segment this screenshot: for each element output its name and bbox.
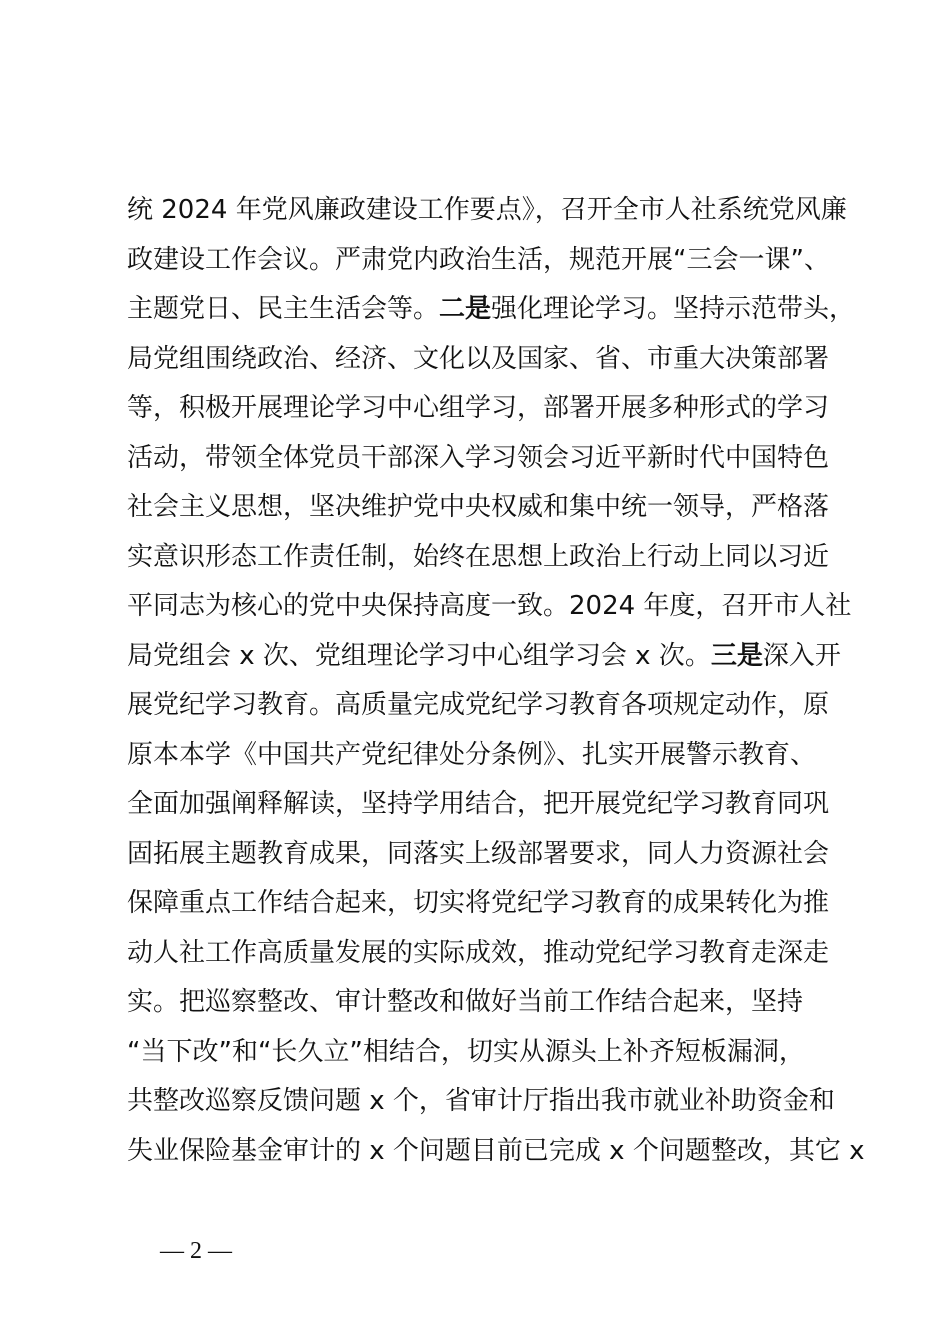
text-run: 局党组会 x 次、党组理论学习中心组学习会 x 次。 bbox=[127, 640, 711, 671]
text-run: 固拓展主题教育成果，同落实上级部署要求，同人力资源社会 bbox=[127, 838, 830, 869]
text-line bbox=[127, 731, 867, 781]
text-run: 共整改巡察反馈问题 x 个，省审计厅指出我市就业补助资金和 bbox=[127, 1086, 835, 1116]
text-line bbox=[127, 335, 867, 385]
text-line bbox=[127, 533, 867, 583]
text-line bbox=[127, 1028, 867, 1078]
text-run: 主题党日、民主生活会等。 bbox=[127, 294, 440, 324]
text-run: 深入开 bbox=[762, 640, 841, 671]
text-line bbox=[127, 434, 867, 484]
text-run: “当下改”和“长久立”相结合，切实从源头上补齐短板漏洞， bbox=[127, 1036, 805, 1067]
text-line bbox=[127, 483, 867, 533]
text-run: 失业保险基金审计的 x 个问题目前已完成 x 个问题整改，其它 x bbox=[127, 1135, 865, 1166]
text-run: 社会主义思想，坚决维护党中央权威和集中统一领导，严格落 bbox=[127, 492, 830, 522]
text-line bbox=[127, 1127, 867, 1177]
text-run: 实意识形态工作责任制，始终在思想上政治上行动上同以习近 bbox=[127, 541, 830, 572]
text-run: 等，积极开展理论学习中心组学习，部署开展多种形式的学习 bbox=[127, 393, 830, 423]
text-run: 原本本学《中国共产党纪律处分条例》、扎实开展警示教育、 bbox=[127, 739, 817, 770]
body-text bbox=[127, 186, 867, 1176]
text-line bbox=[127, 681, 867, 731]
text-line bbox=[127, 978, 867, 1028]
text-run: 全面加强阐释解读，坚持学用结合，把开展党纪学习教育同巩 bbox=[127, 789, 830, 819]
text-run: 局党组围绕政治、经济、文化以及国家、省、市重大决策部署 bbox=[127, 343, 830, 374]
text-line bbox=[127, 186, 867, 236]
text-line bbox=[127, 929, 867, 979]
text-line bbox=[127, 285, 867, 335]
text-run: 实。把巡察整改、审计整改和做好当前工作结合起来，坚持 bbox=[127, 987, 804, 1017]
text-run: 政建设工作会议。严肃党内政治生活，规范开展“三会一课”、 bbox=[127, 244, 830, 275]
text-run: 活动，带领全体党员干部深入学习领会习近平新时代中国特色 bbox=[127, 442, 830, 473]
text-run: 动人社工作高质量发展的实际成效，推动党纪学习教育走深走 bbox=[127, 937, 830, 968]
text-line bbox=[127, 780, 867, 830]
text-line bbox=[127, 830, 867, 880]
text-line bbox=[127, 236, 867, 286]
page-number: — 2 — bbox=[160, 1238, 232, 1264]
text-line bbox=[127, 1077, 867, 1127]
text-line bbox=[127, 879, 867, 929]
text-run: 展党纪学习教育。高质量完成党纪学习教育各项规定动作，原 bbox=[127, 690, 830, 720]
bold-text-run: 三是 bbox=[710, 640, 763, 671]
text-line bbox=[127, 384, 867, 434]
text-line bbox=[127, 632, 867, 682]
text-run: 保障重点工作结合起来，切实将党纪学习教育的成果转化为推 bbox=[127, 888, 830, 918]
text-run: 平同志为核心的党中央保持高度一致。2024 年度，召开市人社 bbox=[127, 591, 852, 621]
text-line bbox=[127, 582, 867, 632]
text-run: 强化理论学习。坚持示范带头， bbox=[491, 294, 856, 324]
text-run: 统 2024 年党风廉政建设工作要点》，召开全市人社系统党风廉 bbox=[127, 195, 847, 225]
bold-text-run: 二是 bbox=[439, 294, 492, 324]
